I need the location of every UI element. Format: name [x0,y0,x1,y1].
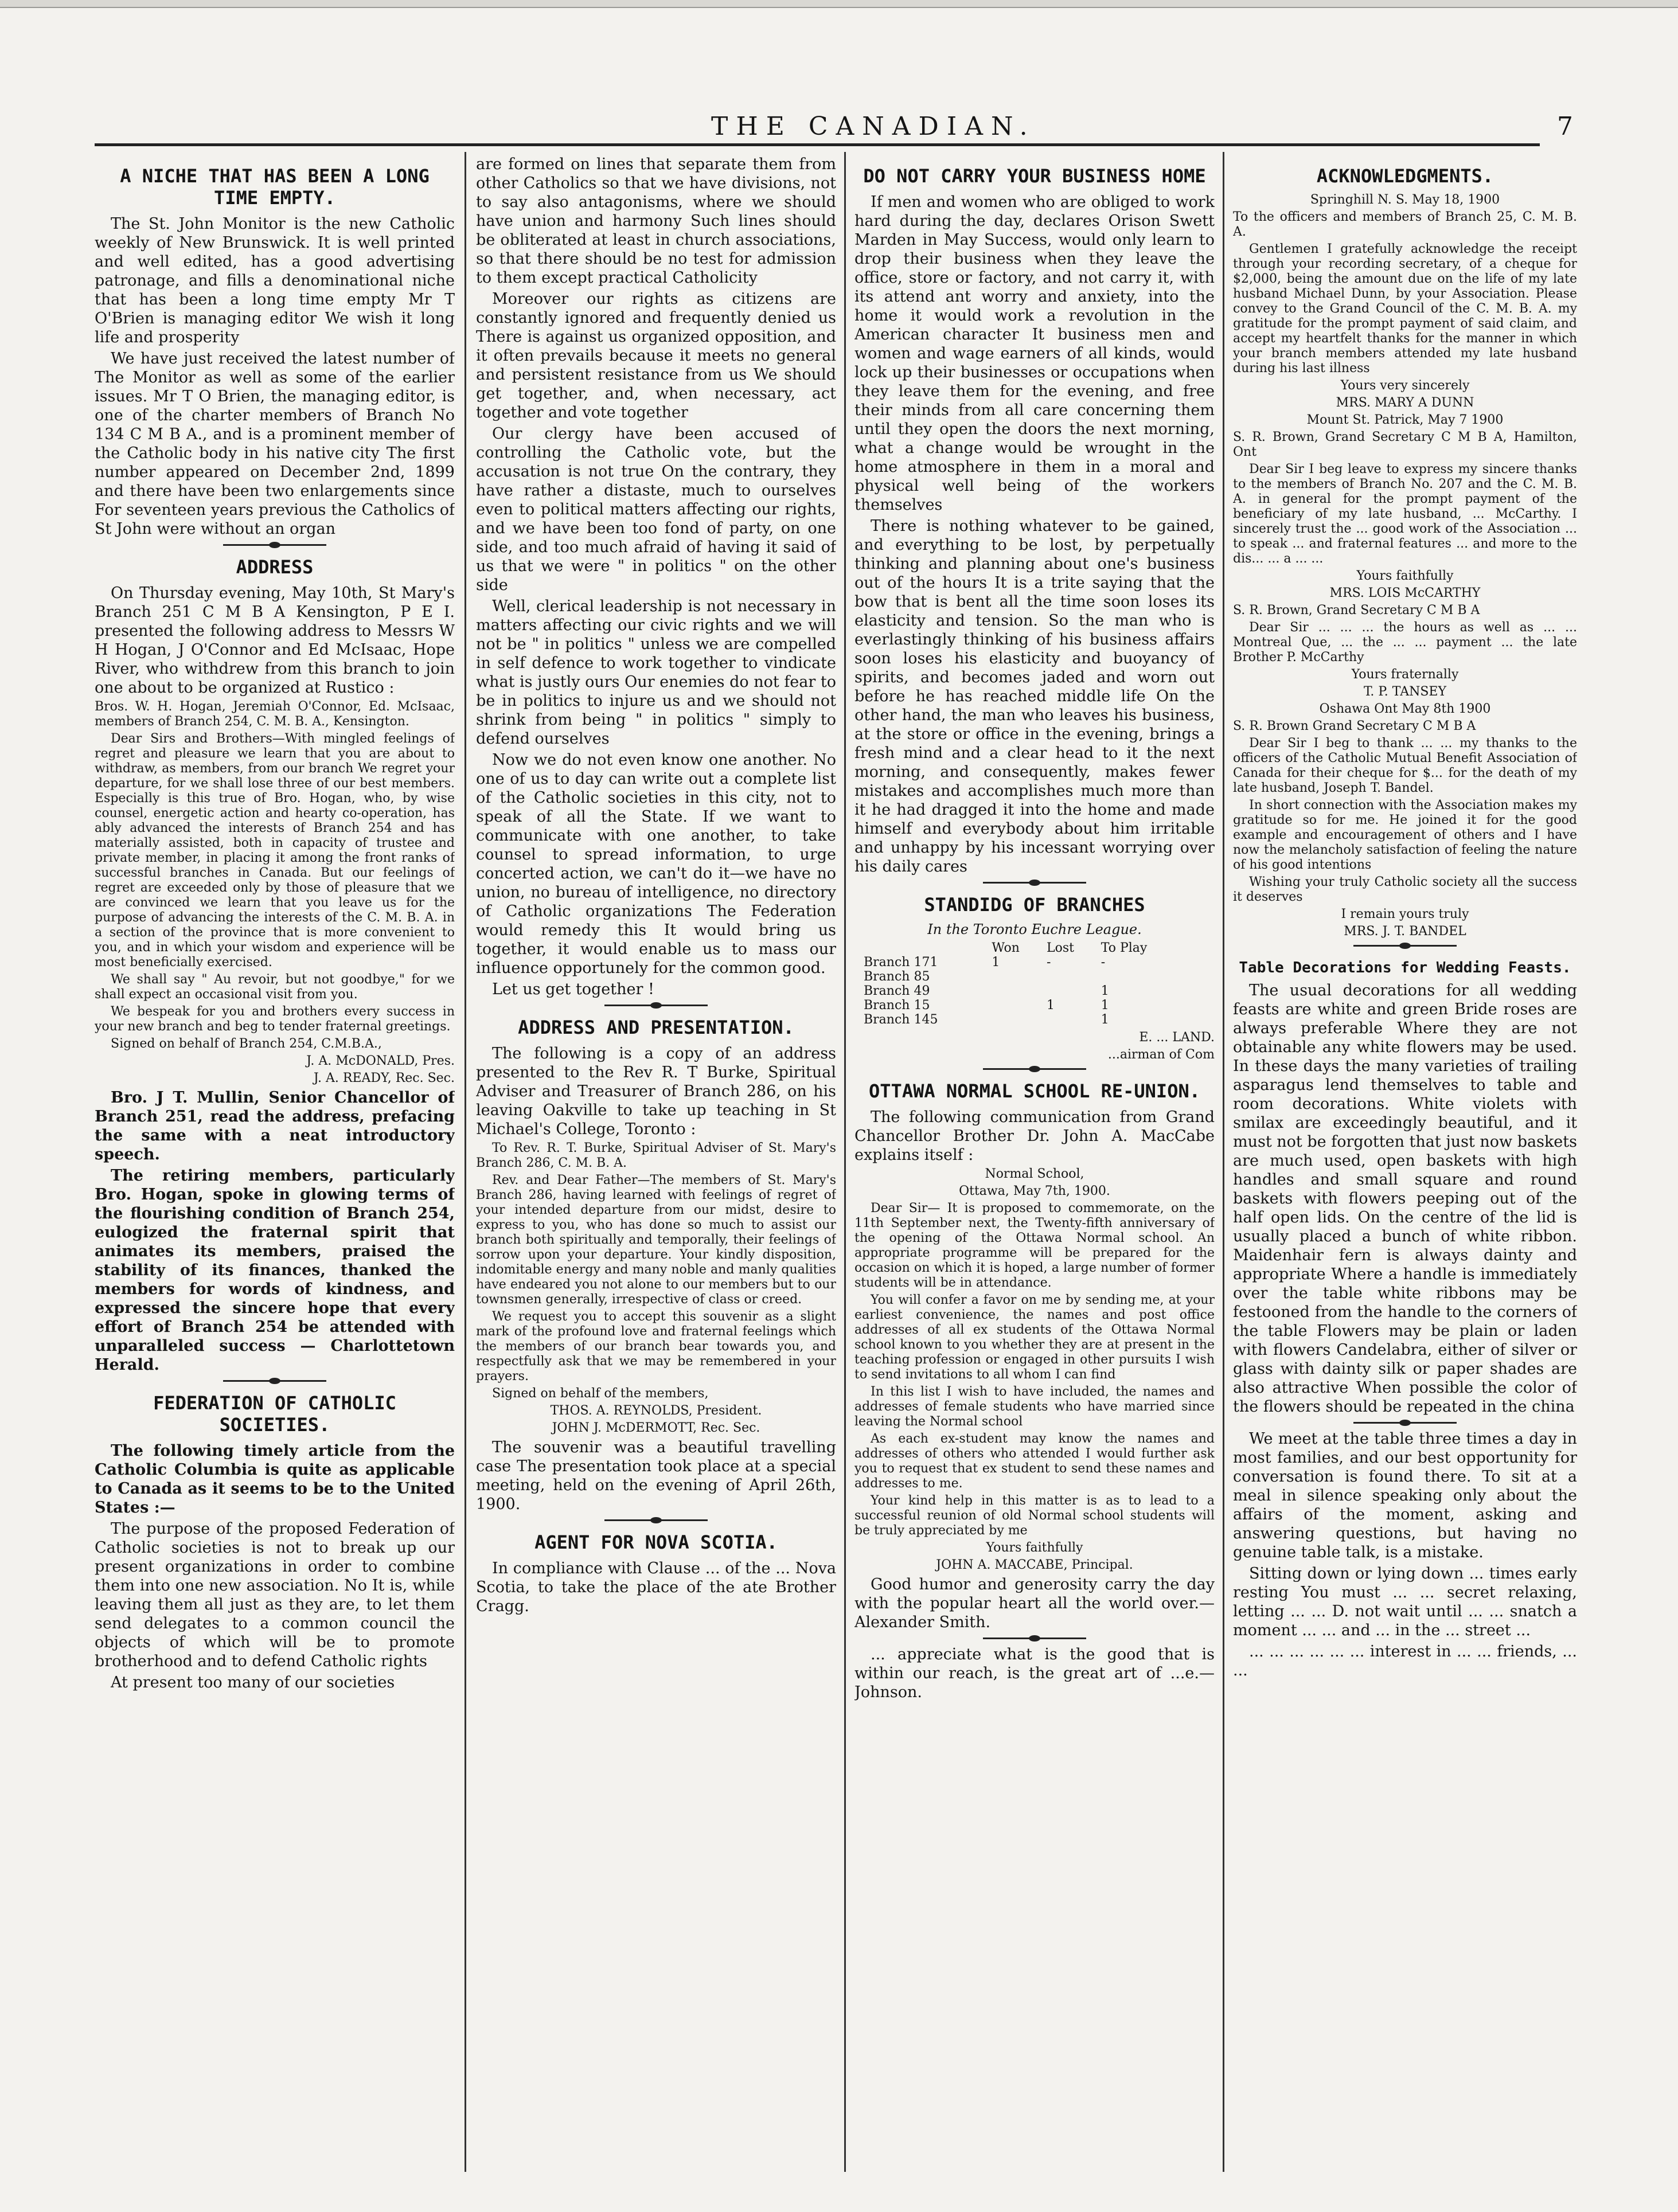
table-cell: Branch 145 [864,1013,938,1027]
paragraph: The St. John Monitor is the new Catholic weekly of New Brunswick. It is well printed and well edited, has a good advertising patronage, and fills a denominational niche that has been a long time empty Mr T O'Brien is managing editor We wish it long life and prosperity [95,215,455,346]
signature: Yours faithfully [1356,569,1454,583]
paragraph: The usual decorations for all wedding feasts are white and green Bride roses are always preferable Where they are not obtainable any white flowers may be used. In these days the many varieties of trailing asparagus lend themselves to table and room decorations. White violets with smilax are exceedingly beautiful, and it must not be forgotten that just now baskets are much used, open baskets with high handles and small square and round baskets with flowers peeping out of the half open lids. On the centre of the lid is usually placed a bunch of white ribbon. Maidenhair fern is always dainty and appropriate Where a handle is immediately over the table white ribbons may be festooned from the handle to the corners of the table Flowers may be plain or laden with flowers Candelabra, either of silver or glass with dainty silk or paper shades are also attractive When possible the color of the flowers should be repeated in the china [1233,982,1577,1416]
paragraph: The following communication from Grand Chancellor Brother Dr. John A. MacCabe explains itself : [854,1108,1215,1164]
article-headline: ADDRESS AND PRESENTATION. [518,1017,794,1038]
table-cell [988,1013,1043,1027]
paragraph: Moreover our rights as citizens are constantly ignored and frequently denied us There is against us organized opposition, and it often prevails because it meets no general and persistent resistance from us We should get together, and, when necessary, act together and vote together [476,290,836,421]
signature: E. ... LAND. [1139,1030,1215,1045]
paragraph: Bros. W. H. Hogan, Jeremiah O'Connor, Ed. McIsaac, members of Branch 254, C. M. B. A., Kensington. [95,699,455,729]
table-cell [988,998,1043,1013]
table-cell: 1 [1101,984,1109,998]
table-row [860,984,1181,998]
column-3 [854,155,1215,2178]
table-cell: 1 [1101,1013,1109,1027]
paragraph: The souvenir was a beautiful travelling case The presentation took place at a special meeting, held on the evening of April 26th, 1900. [476,1439,836,1513]
paragraph: ... ... ... ... ... ... interest in ... ... friends, ... ... [1233,1643,1577,1679]
section-divider [1353,1422,1457,1424]
signature: ...airman of Com [1107,1048,1215,1062]
table-header [860,941,988,955]
section-divider [604,1519,708,1521]
table-header: To Play [1101,941,1148,955]
signature: Yours very sincerely [1340,378,1470,393]
table-cell: 1 [1047,998,1055,1013]
section-divider [223,1380,326,1382]
table-cell: - [1101,955,1106,970]
column-4 [1233,155,1577,2178]
signature: I remain yours truly [1341,907,1469,921]
column-separator [1223,152,1224,2172]
paragraph: We request you to accept this souvenir as a slight mark of the profound love and fraternal feelings which the members of our branch bear towards you, and respectfully ask that we may be remembered in your prayers. [476,1310,836,1384]
paragraph: Let us get together ! [492,980,654,998]
signature: J. A. READY, Rec. Sec. [313,1071,455,1085]
paragraph: Normal School, [985,1167,1084,1181]
table-cell [1043,1013,1098,1027]
paragraph: Gentlemen I gratefully acknowledge the receipt through your recording secretary, of a cheque for $2,000, being the amount due on the life of my late husband Michael Dunn, by your Association. Please convey to the Grand Council of the C. M. B. A. my gratitude for the prompt payment of said claim, and accept my heartfelt thanks for the manner in which your branch members attended my late husband during his last illness [1233,242,1577,376]
paragraph: You will confer a favor on me by sending me, at your earliest convenience, the names and post office addresses of all ex students of the Ottawa Normal school known to you whether they are at present in the teaching profession or engaged in other pursuits I wish to send invitations to all whom I can find [854,1293,1215,1382]
table-cell: - [1047,955,1051,970]
table-row [860,998,1181,1013]
paragraph: Now we do not even know one another. No one of us to day can write out a complete list of the Catholic societies in this city, not to speak of all the State. If we want to communicate with one another, to take counsel to spread information, to urge concerted action, we can't do it—we have no union, no bureau of intelligence, no directory of Catholic organizations The Federation would remedy this It would bring us together, it would enable us to mass our influence opportunely for the common good. [476,751,836,977]
masthead-rule [95,143,1540,146]
masthead [0,112,1678,146]
column-separator [465,152,466,2172]
section-divider [983,882,1086,884]
paragraph: Dear Sir— It is proposed to commemorate, on the 11th September next, the Twenty-fifth anniversary of the opening of the Ottawa Normal school. An appropriate programme will be prepared for the occasion on which it is hoped, a large number of former students will be in attendance. [854,1201,1215,1290]
paragraph: Bro. J T. Mullin, Senior Chancellor of Branch 251, read the address, prefacing the same with a neat introductory speech. [95,1089,455,1163]
paragraph: We bespeak for you and brothers every success in your new branch and beg to tender fraternal greetings. [95,1005,455,1034]
table-cell [988,984,1043,998]
article-headline: AGENT FOR NOVA SCOTIA. [534,1531,778,1553]
paragraph: Sitting down or lying down ... times early resting You must ... ... secret relaxing, letting ... ... D. not wait until ... ... snatch a moment ... ... and ... in the ... street ... [1233,1565,1577,1639]
letter-dateline: Mount St. Patrick, May 7 1900 [1306,413,1504,427]
paragraph: The retiring members, particularly Bro. Hogan, spoke in glowing terms of the flourishing condition of Branch 254, eulogized the fraternal spirit that animates its members, praised the stability of its finances, thanked the members for words of kindness, and expressed the sincere hope that every effort of Branch 254 be attended with unparalleled success — Charlottetown Herald. [95,1167,455,1374]
paragraph: In this list I wish to have included, the names and addresses of female students who have married since leaving the Normal school [854,1385,1215,1429]
paragraph: Dear Sir I beg to thank ... ... my thanks to the officers of the Catholic Mutual Benefit Association of Canada for their cheque for $... for the death of my late husband, Joseph T. Bandel. [1233,736,1577,795]
paragraph: ... appreciate what is the good that is within our reach, is the great art of ...e.—Johnson. [854,1646,1215,1701]
letter-dateline: Springhill N. S. May 18, 1900 [1310,193,1500,207]
paragraph: Dear Sirs and Brothers—With mingled feelings of regret and pleasure we learn that you are about to withdraw, as members, from our branch We regret your departure, for we shall lose three of our best members. Especially is this true of Bro. Hogan, who, by wise counsel, energetic action and hearty co-operation, has ably advanced the interests of Branch 254 and has materially assisted, both in capacity of trustee and private member, in placing it among the front ranks of successful branches in Canada. But our feelings of regret are exceeded only by those of pleasure that we are convinced we learn that you leave us for the purpose of advancing the interests of the C. M. B. A. in a section of the province that is more convenient to you, and in which your wisdom and experience will be most beneficially exercised. [95,732,455,970]
paragraph: There is nothing whatever to be gained, and everything to be lost, by perpetually thinking and planning about one's business out of the hours It is a trite saying that the bow that is bent all the time soon loses its elasticity and tension. So the man who is everlastingly thinking of his business affairs soon loses his elasticity and buoyancy of spirits, and becomes jaded and worn out before he has reached middle life On the other hand, the man who leaves his business, at the store or office in the evening, brings a fresh mind and a clear head to it the next morning, and consequently, makes fewer mistakes and accomplishes much more than it he had dragged it into the home and made himself and everybody about him irritable and unhappy by his incessant worrying over his daily cares [854,517,1215,876]
signature: JOHN A. MACCABE, Principal. [936,1558,1133,1572]
paragraph: The following is a copy of an address presented to the Rev R. T Burke, Spiritual Adviser and Treasurer of Branch 286, on his leaving Oakville to take up teaching in St Michael's College, Toronto : [476,1045,836,1138]
signature: Yours faithfully [986,1541,1083,1555]
table-cell [1043,984,1098,998]
letter-salutation: S. R. Brown, Grand Secretary C M B A, Hamilton, Ont [1233,430,1577,459]
section-divider [983,1068,1086,1070]
paragraph: We have just received the latest number of The Monitor as well as some of the earlier issues. Mr T O Brien, the managing editor, is one of the charter members of Branch No 134 C M B A., and is a prominent member of the Catholic body in his native city The first number appeared on December 2nd, 1899 and there have been two enlargements since For seventeen years previous the Catholics of St John were without an organ [95,350,455,538]
scan-edge [0,0,1678,8]
article-headline: FEDERATION OF CATHOLIC SOCIETIES. [153,1392,396,1436]
letter-dateline: Oshawa Ont May 8th 1900 [1319,702,1491,716]
table-cell [1098,970,1181,984]
paragraph: Rev. and Dear Father—The members of St. Mary's Branch 286, having learned with feelings of regret of your intended departure from our midst, desire to express to you, who has done so much to assist our branch both spiritually and temporally, their feelings of sorrow upon your departure. Your kindly disposition, indomitable energy and many noble and manly qualities have endeared you not alone to our members but to our townsmen generally, irrespective of class or creed. [476,1173,836,1307]
article-headline: OTTAWA NORMAL SCHOOL RE-UNION. [869,1080,1200,1102]
table-cell [1043,970,1098,984]
article-headline: DO NOT CARRY YOUR BUSINESS HOME [863,165,1206,187]
paragraph: On Thursday evening, May 10th, St Mary's Branch 251 C M B A Kensington, P E I. presented the following address to Messrs W H Hogan, J O'Connor and Ed McIsaac, Hope River, who withdrew from this branch to join one about to be organized at Rustico : [95,584,455,697]
table-cell [988,970,1043,984]
column-1 [95,155,455,2178]
page-number: 7 [1557,112,1573,141]
table-cell: Branch 171 [864,955,938,970]
letter-salutation: To the officers and members of Branch 25, C. M. B. A. [1233,210,1577,239]
signature: MRS. J. T. BANDEL [1344,924,1466,939]
table-cell: Branch 85 [864,970,930,984]
signature: MRS. MARY A DUNN [1336,396,1474,410]
table-row [860,970,1181,984]
letter-salutation: S. R. Brown, Grand Secretary C M B A [1233,603,1480,618]
paragraph: Your kind help in this matter is as to lead to a successful reunion of old Normal school students will be truly appreciated by me [854,1494,1215,1538]
newspaper-title: THE CANADIAN. [711,112,1036,141]
article-headline: Table Decorations for Wedding Feasts. [1239,959,1571,976]
article-headline: STANDIDG OF BRANCHES [924,894,1145,916]
table-row [860,1013,1181,1027]
paragraph: Ottawa, May 7th, 1900. [959,1184,1110,1198]
table-cell: Branch 15 [864,998,930,1013]
paragraph: The purpose of the proposed Federation of Catholic societies is not to break up our present organizations in order to combine them into one new association. No It is, while leaving them all just as they are, to let them send delegates to a common council the objects of which will be to promote brotherhood and to defend Catholic rights [95,1520,455,1670]
section-divider [983,1637,1086,1639]
article-headline: ACKNOWLEDGMENTS. [1316,165,1494,187]
paragraph: are formed on lines that separate them from other Catholics so that we have divisions, not to say also antagonisms, where we should have union and harmony Such lines should be obliterated at least in church associations, so that there should be no test for admission to them except practical Catholicity [476,155,836,287]
section-divider [223,544,326,546]
paragraph: We meet at the table three times a day in most families, and our best opportunity for conversation is found there. To sit at a meal in silence speaking only about the affairs of the moment, asking and answering questions, but having no genuine table talk, is a mistake. [1233,1430,1577,1561]
table-row [860,955,1181,970]
standings-table [860,941,1181,1027]
paragraph: Wishing your truly Catholic society all the success it deserves [1233,875,1577,904]
column-separator [844,152,846,2172]
paragraph: To Rev. R. T. Burke, Spiritual Adviser of St. Mary's Branch 286, C. M. B. A. [476,1141,836,1170]
letter-salutation: S. R. Brown Grand Secretary C M B A [1233,719,1476,733]
signature: J. A. McDONALD, Pres. [306,1054,455,1068]
paragraph: Well, clerical leadership is not necessary in matters affecting our civic rights and we will not be " in politics " unless we are compelled in self defence to work together to vindicate what is justly ours Our enemies do not fear to be in politics to injure us and we should not shrink from being " in politics " simply to defend ourselves [476,597,836,748]
paragraph: In compliance with Clause ... of the ... Nova Scotia, to take the place of the ate Brother Cragg. [476,1560,836,1615]
column-2 [476,155,836,2178]
paragraph: Signed on behalf of the members, [492,1386,709,1401]
paragraph: Our clergy have been accused of controlling the Catholic vote, but the accusation is not true On the contrary, they have rather a distaste, much to ourselves even to political matters affecting our rights, and we have been too fond of party, on one side, and too much afraid of having it said of us that we were " in politics " on the other side [476,425,836,594]
paragraph: We shall say " Au revoir, but not goodbye," for we shall expect an occasional visit from you. [95,972,455,1002]
article-headline: A NICHE THAT HAS BEEN A LONG TIME EMPTY. [120,165,430,209]
paragraph: As each ex-student may know the names and addresses of others who attended I would further ask you to request that ex student to send these names and addresses to me. [854,1432,1215,1491]
signature: Yours fraternally [1351,667,1459,682]
paragraph: Dear Sir I beg leave to express my sincere thanks to the members of Branch No. 207 and the C. M. B. A. in general for the prompt payment of the beneficiary of my late husband, ... McCarthy. I sincerely trust the ... good work of the Association ... to speak ... and fraternal features ... and more to the dis... ... a ... ... [1233,462,1577,566]
table-cell: 1 [1101,998,1109,1013]
signature: MRS. LOIS McCARTHY [1329,586,1481,600]
signature: THOS. A. REYNOLDS, President. [550,1404,762,1418]
signature: T. P. TANSEY [1363,685,1447,699]
paragraph: Dear Sir ... ... ... the hours as well as ... ... Montreal Que, ... the ... ... payment ... the late Brother P. McCarthy [1233,620,1577,665]
table-subtitle: In the Toronto Euchre League. [927,921,1142,937]
section-divider [1353,945,1457,947]
table-header: Won [992,941,1020,955]
paragraph: At present too many of our societies [111,1674,395,1691]
paragraph: The following timely article from the Catholic Columbia is quite as applicable to Canada as it seems to be to the United States :— [95,1442,455,1517]
section-divider [604,1005,708,1006]
table-header: Lost [1047,941,1074,955]
article-headline: ADDRESS [236,556,314,578]
table-cell: 1 [992,955,1000,970]
table-cell: Branch 49 [864,984,930,998]
paragraph: If men and women who are obliged to work hard during the day, declares Orison Swett Marden in May Success, would only learn to drop their business when they leave the office, store or factory, and not carry it, with its attend ant worry and anxiety, into the home it would work a revolution in the American character It business men and women and wage earners of all kinds, would lock up their businesses or occupations when they leave them for the evening, and free their minds from all care concerning them until they open the doors the next morning, what a change would be wrought in the home atmosphere in them in a moral and physical well being of the workers themselves [854,193,1215,514]
table-header-row [860,941,1181,955]
paragraph: In short connection with the Association makes my gratitude so for me. He joined it for the good example and encouragement of others and I have now the melancholy satisfaction of feeling the nature of his good intentions [1233,798,1577,872]
signature: JOHN J. McDERMOTT, Rec. Sec. [552,1421,760,1435]
paragraph: Signed on behalf of Branch 254, C.M.B.A., [111,1037,382,1051]
paragraph: Good humor and generosity carry the day with the popular heart all the world over.—Alexander Smith. [854,1576,1215,1631]
